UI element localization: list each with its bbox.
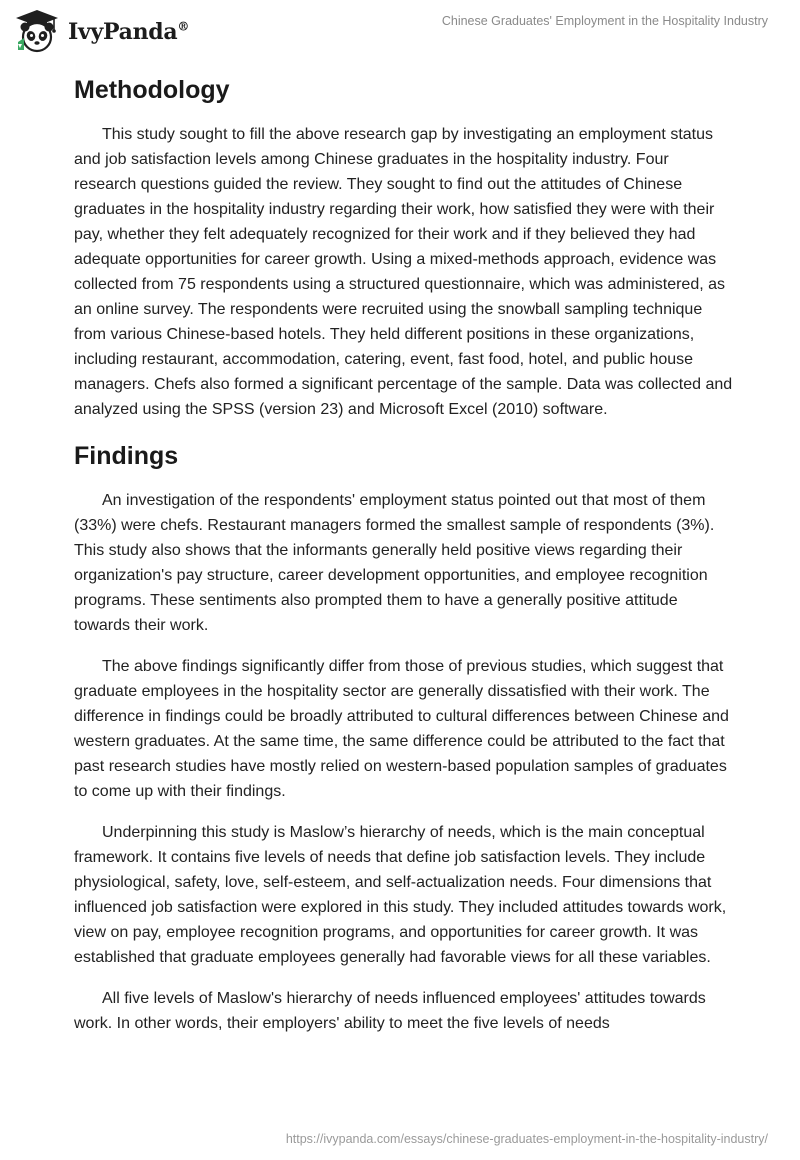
heading-findings: Findings: [74, 442, 179, 470]
brand-name[interactable]: [68, 19, 189, 45]
heading-methodology: Methodology: [74, 76, 230, 104]
panda-graduate-icon[interactable]: [14, 8, 60, 54]
document-title: Chinese Graduates' Employment in the Hospitality Industry: [441, 14, 768, 28]
findings-paragraph-4: All five levels of Maslow's hierarchy of needs influenced employees' attitudes towards work. In other words, their employers' ability to meet the five levels of needs: [74, 990, 706, 1032]
registered-mark: ®: [177, 19, 190, 34]
article-body: [74, 70, 734, 1052]
findings-paragraph-3: Underpinning this study is Maslow’s hierarchy of needs, which is the main conceptual framework. It contains five levels of needs that define job satisfaction levels. They include physiological, safety, love, self-esteem, and self-actualization needs. Four dimensions that influenced job satisfaction were explored in this study. They included attitudes towards work, view on pay, employee recognition programs, and opportunities for career growth. It was established that graduate employees generally had favorable views for all these variables.: [74, 824, 727, 966]
page-header: [0, 0, 800, 60]
source-url[interactable]: https://ivypanda.com/essays/chinese-graduates-employment-in-the-hospitality-industry/: [285, 1132, 768, 1146]
findings-paragraph-2: The above findings significantly differ from those of previous studies, which suggest that graduate employees in the hospitality sector are generally dissatisfied with their work. The difference in findings could be broadly attributed to cultural differences between Chinese and western graduates. At the same time, the same difference could be attributed to the fact that past research studies have mostly relied on western-based population samples of graduates to come up with their findings.: [74, 658, 729, 800]
findings-paragraph-1: An investigation of the respondents' employment status pointed out that most of them (33%) were chefs. Restaurant managers formed the smallest sample of respondents (3%). This study also shows that the informants generally held positive views regarding their organization's pay structure, career development opportunities, and employee recognition programs. These sentiments also prompted them to have a generally positive attitude towards their work.: [74, 492, 715, 634]
methodology-paragraph: This study sought to fill the above research gap by investigating an employment status and job satisfaction levels among Chinese graduates in the hospitality industry. Four research questions guided the review. They sought to find out the attitudes of Chinese graduates in the hospitality industry regarding their work, how satisfied they were with their pay, whether they felt adequately recognized for their work and if they believed they had adequate opportunities for career growth. Using a mixed-methods approach, evidence was collected from 75 respondents using a structured questionnaire, which was administered, as an online survey. The respondents were recruited using the snowball sampling technique from various Chinese-based hotels. They held different positions in these organizations, including restaurant, accommodation, catering, event, fast food, hotel, and public house managers. Chefs also formed a significant percentage of the sample. Data was collected and analyzed using the SPSS (version 23) and Microsoft Excel (2010) software.: [74, 126, 733, 418]
brand-text: IvyPanda: [68, 19, 178, 45]
